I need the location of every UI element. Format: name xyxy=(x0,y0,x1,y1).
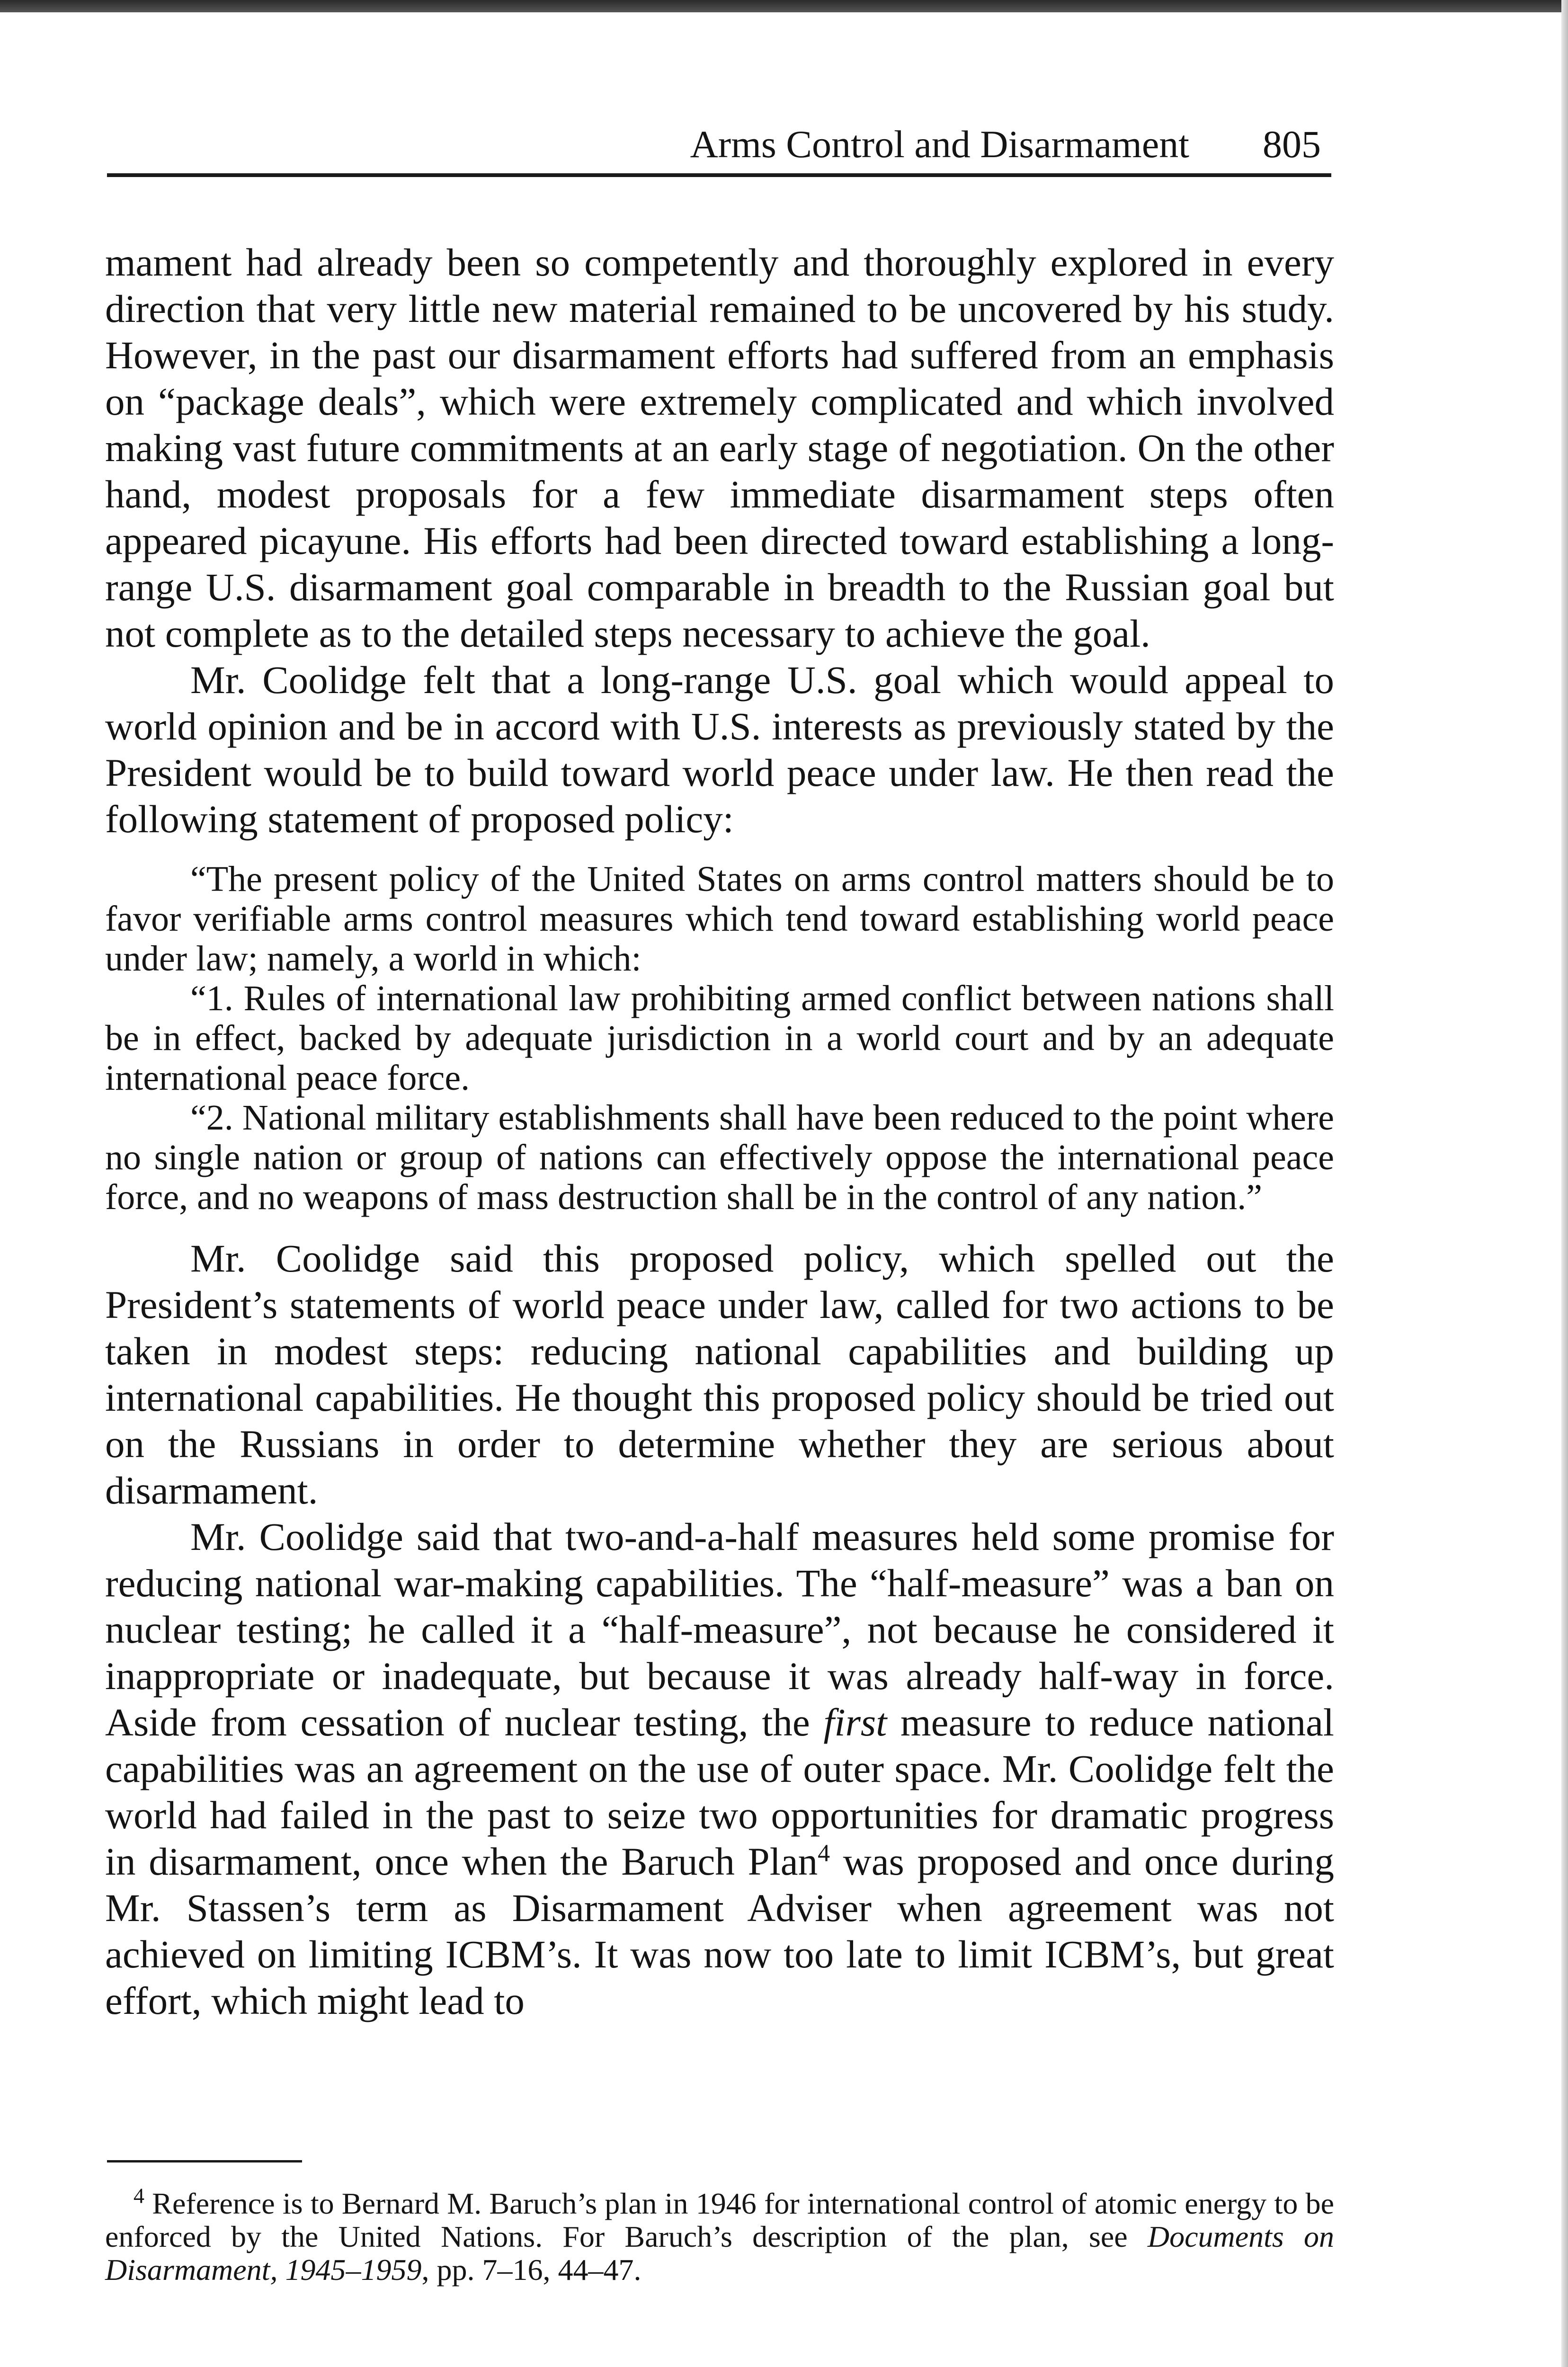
paragraph-coolidge-goal: Mr. Coolidge felt that a long-range U.S. goal which would appeal to world opinion and be in accord with U.S. interests as previously stated by the President would be to build toward world peace under law. He then read the following statement of proposed policy: xyxy=(105,658,1334,841)
footnote-reference: 4 xyxy=(818,1840,830,1867)
running-head xyxy=(107,118,1331,170)
page-number: 805 xyxy=(1263,123,1321,166)
footnote-text: Reference is to Bernard M. Baruch’s plan in 1946 for international control of atomic energy to be enforced by the United Nations. For Baruch’s description of the plan, see xyxy=(105,2187,1334,2253)
policy-statement-quote xyxy=(105,859,1334,1217)
footnote-pages: , pp. 7–16, 44–47. xyxy=(421,2253,641,2287)
footnote-marker: 4 xyxy=(134,2183,144,2208)
paragraph-proposed-policy: Mr. Coolidge said this proposed policy, which spelled out the President’s statements of world peace under law, called for two actions to be taken in modest steps: reducing national capabilities and building up international capabilities. He thought this proposed policy should be tried out on the Russians in order to determine whether they are serious about disarmament. xyxy=(105,1237,1334,1512)
paragraph-measures xyxy=(105,1513,1334,2024)
emphasis-first: first xyxy=(823,1700,887,1744)
paragraph-continued: mament had already been so competently and thoroughly explored in every direction that very little new material remained to be uncovered by his study. However, in the past our disarmament efforts had suffered from an emphasis on “package deals”, which were extremely complicated and which involved making vast future commitments at an early stage of negotiation. On the other hand, modest proposals for a few immediate disarmament steps often appeared picayune. His efforts had been directed toward establishing a long-range U.S. disarmament goal comparable in breadth to the Russian goal but not complete as to the detailed steps necessary to achieve the goal. xyxy=(105,240,1334,655)
body-text xyxy=(105,239,1334,2024)
scan-right-edge xyxy=(1561,0,1568,2367)
scan-top-edge xyxy=(0,0,1568,12)
measures-text-3: was proposed and once during Mr. Stassen’s term as Disarmament Adviser when agreement was not achieved on limiting ICBM’s. It was now too late to limit ICBM’s, but great effort, which might lead to xyxy=(105,1840,1334,2022)
running-title: Arms Control and Disarmament xyxy=(690,123,1189,166)
quote-point-2: “2. National military establishments shall have been reduced to the point where no single nation or group of nations can effectively oppose the international peace force, and no weapons of mass destruction shall be in the control of any nation.” xyxy=(105,1098,1334,1217)
measures-text-1: Mr. Coolidge said that two-and-a-half measures held some promise for reducing national war-making capabilities. The “half-measure” was a ban on nuclear testing; he called it a “half-measure”, not because he considered it inappropriate or inadequate, but because it was already half-way in force. Aside from cessation of nuclear testing, the xyxy=(105,1515,1334,1744)
quote-intro: “The present policy of the United States on arms control matters should be to favor verifiable arms control measures which tend toward establishing world peace under law; namely, a world in which: xyxy=(105,859,1334,979)
header-rule xyxy=(107,173,1331,177)
footnote-rule xyxy=(107,2160,302,2162)
footnote xyxy=(105,2183,1335,2287)
measures-text-2: measure to reduce national capabilities was an agreement on the use of outer space. Mr. Coolidge felt the world had failed in the past to seize two opportunities for dramatic progress in disarmament, once when the Baruch Plan xyxy=(105,1700,1334,1883)
quote-point-1: “1. Rules of international law prohibiting armed conflict between nations shall be in effect, backed by adequate jurisdiction in a world court and by an adequate international peace force. xyxy=(105,979,1334,1098)
footnote-source-title: Documents on Disarmament, 1945–1959 xyxy=(105,2220,1335,2287)
